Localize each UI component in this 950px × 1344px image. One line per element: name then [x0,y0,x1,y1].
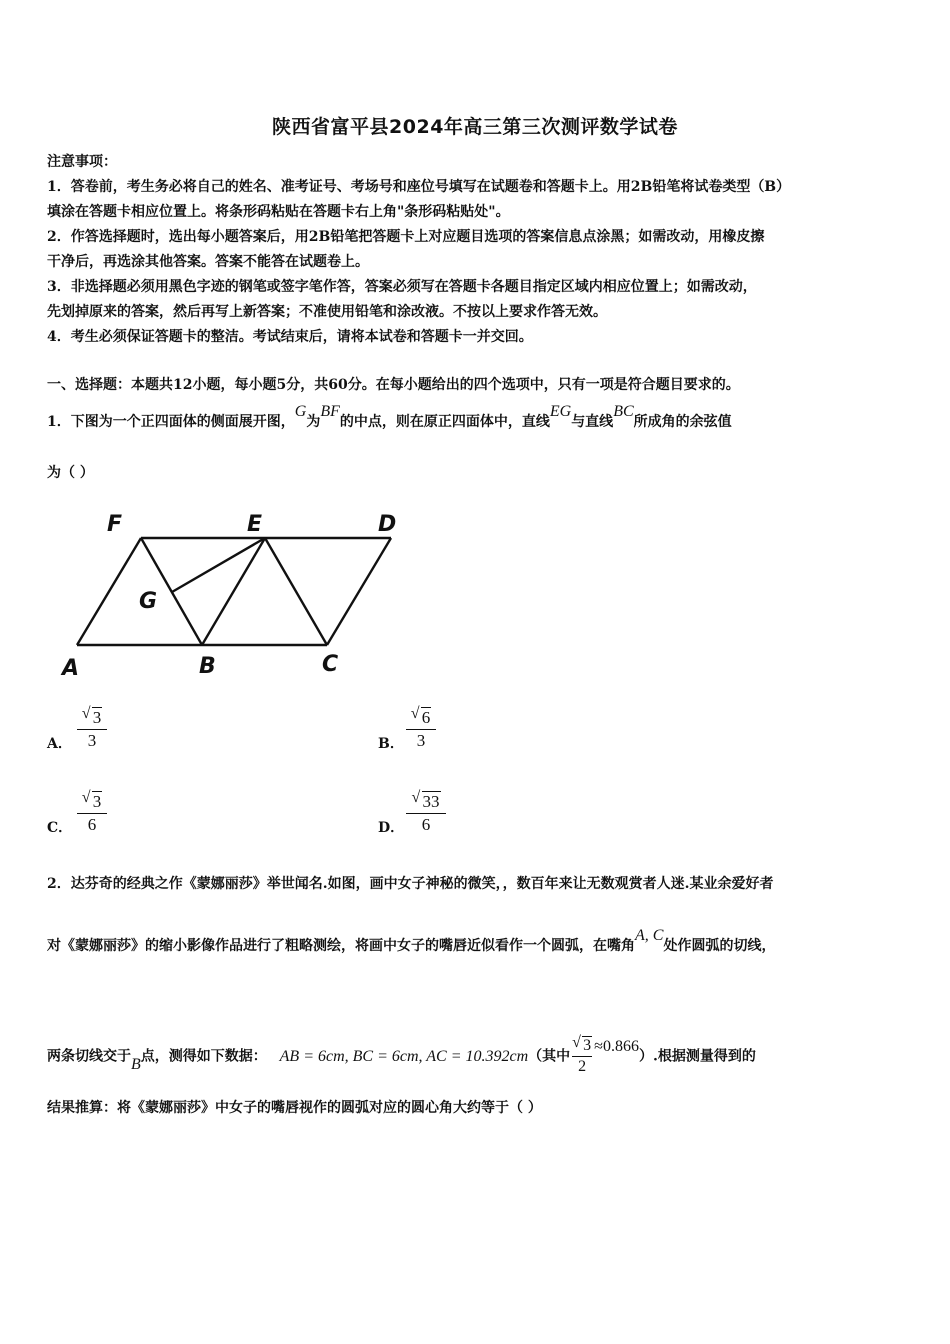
option-c-value[interactable]: √ 3 6 [77,792,107,835]
option-d-denominator: 6 [421,815,431,834]
question-2-line-2 [47,927,907,956]
q2-measurements: AB = 6cm, BC = 6cm, AC = 10.392cm [279,1047,529,1065]
label-d: D [378,512,397,537]
notice-line: 先划掉原来的答案，然后再写上新答案；不准使用铅笔和涂改液。不按以上要求作答无效。 [47,304,607,320]
option-a-label[interactable]: A． [47,736,72,752]
option-b-label[interactable]: B． [378,736,404,752]
option-a-radicand: 3 [92,708,102,727]
notice-line: 填涂在答题卡相应位置上。将条形码粘贴在答题卡右上角"条形码粘贴处"。 [47,204,510,220]
notice-heading: 注意事项： [47,154,117,170]
q1-var-eg: EG [549,403,572,420]
option-a-value[interactable]: √ 3 3 [77,708,107,751]
q2-text: 处作圆弧的切线， [663,938,776,954]
line-cd [327,538,391,645]
q2-var-b: B [131,1055,141,1073]
tetrahedron-net-figure [55,505,415,685]
label-b: B [199,654,216,679]
q2-frac-radicand: 3 [583,1037,592,1054]
section-heading: 一、选择题：本题共12小题，每小题5分，共60分。在每小题给出的四个选项中，只有一项是符合题目要求的。 [47,377,740,393]
q1-var-g: G [294,403,307,420]
q1-text: 与直线 [571,414,614,430]
q2-text: 两条切线交于 [47,1048,131,1065]
q1-var-bf: BF [320,403,340,420]
label-c: C [322,652,339,677]
q1-text: 所成角的余弦值 [633,414,732,430]
notice-line: 2．作答选择题时，选出每小题答案后，用2B铅笔把答题卡上对应题目选项的答案信息点涂黑；如需改动，用橡皮擦 [47,229,765,245]
option-b-denominator: 3 [416,731,426,750]
page-title: 陕西省富平县2024年高三第三次测评数学试卷 [272,116,678,138]
option-d-radicand: 33 [422,792,440,811]
line-be [202,538,265,645]
q2-var-ac: A, C [635,927,664,944]
q2-text: ）.根据测量得到的 [638,1048,756,1065]
question-2-line-3 [47,1036,907,1077]
option-c-label[interactable]: C． [47,820,73,836]
line-ge [172,538,265,592]
option-c-denominator: 6 [87,815,97,834]
question-1-stem [47,403,907,432]
q2-text: 点，测得如下数据： [140,1048,267,1065]
q1-var-bc: BC [613,403,634,420]
net-lines [77,538,391,645]
option-b-value[interactable]: √ 6 3 [406,708,436,751]
q1-text: 1．下图为一个正四面体的侧面展开图， [47,414,295,430]
option-d-label[interactable]: D． [378,820,405,836]
q2-sqrt3-over-2: √ 3 2 [572,1034,592,1075]
q2-text: （其中 [528,1048,571,1065]
notice-line: 1．答卷前，考生务必将自己的姓名、准考证号、考场号和座位号填写在试题卷和答题卡上。用2B铅笔将试卷类型（B） [47,179,791,195]
question-2-line-4: 结果推算：将《蒙娜丽莎》中女子的嘴唇视作的圆弧对应的圆心角大约等于（ ） [47,1100,542,1116]
q2-text: 对《蒙娜丽莎》的缩小影像作品进行了粗略测绘，将画中女子的嘴唇近似看作一个圆弧，在嘴角 [47,938,635,954]
q2-frac-den: 2 [578,1058,587,1075]
line-af [77,538,141,645]
q2-approx: ≈0.866 [594,1037,639,1055]
option-b-radicand: 6 [421,708,431,727]
option-d-value[interactable]: √ 33 6 [406,792,446,835]
label-f: F [107,512,123,537]
option-c-radicand: 3 [92,792,102,811]
question-2-line-1: 2．达芬奇的经典之作《蒙娜丽莎》举世闻名.如图，画中女子神秘的微笑，，数百年来让无数观赏者人迷.某业余爱好者 [47,876,774,892]
label-e: E [247,512,263,537]
notice-line: 4．考生必须保证答题卡的整洁。考试结束后，请将本试卷和答题卡一并交回。 [47,329,533,345]
label-a: A [62,656,80,681]
question-1-stem-end: 为（ ） [47,465,94,481]
option-a-denominator: 3 [87,731,97,750]
q1-text: 为 [306,414,321,430]
label-g: G [139,589,158,614]
q1-text: 的中点，则在原正四面体中，直线 [339,414,550,430]
notice-line: 3．非选择题必须用黑色字迹的钢笔或签字笔作答，答案必须写在答题卡各题目指定区域内相应位置上；如需改动， [47,279,757,295]
notice-line: 干净后，再选涂其他答案。答案不能答在试题卷上。 [47,254,369,270]
line-ec [265,538,327,645]
